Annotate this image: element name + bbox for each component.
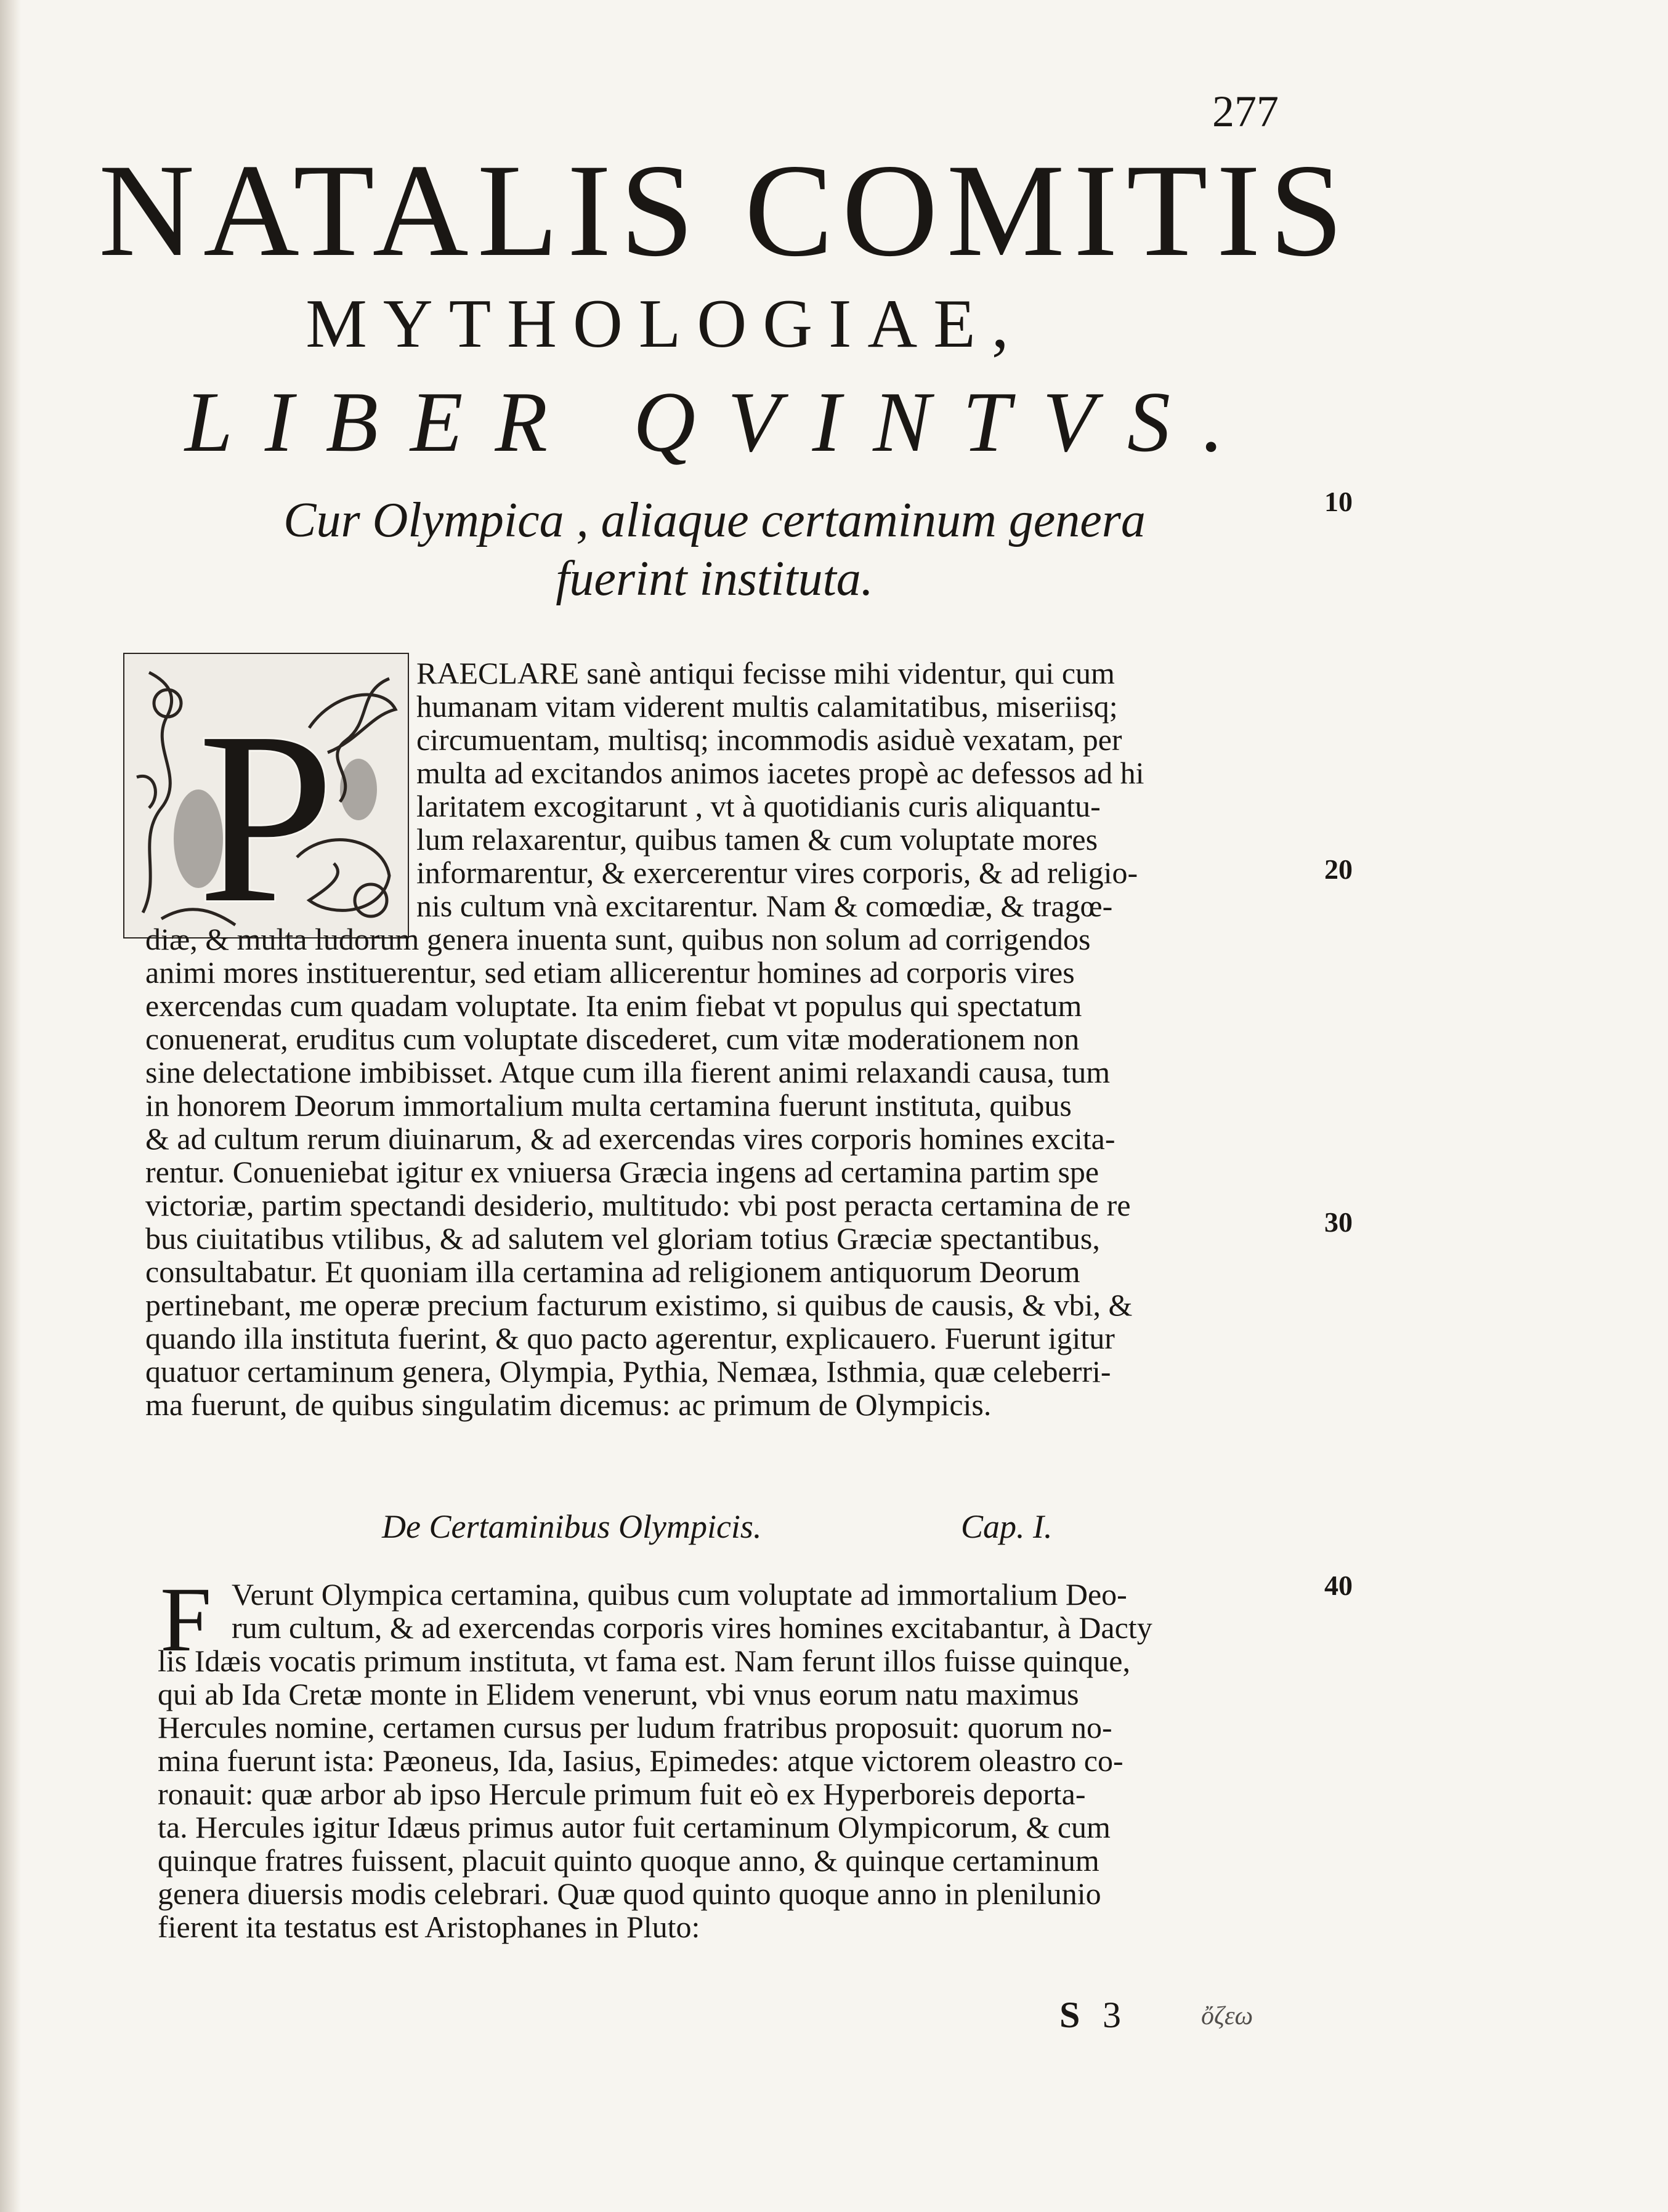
chapter-initial: F — [160, 1568, 212, 1671]
text-line: lum relaxarentur, quibus tamen & cum voluptate mores — [416, 822, 1098, 857]
text-line: genera diuersis modis celebrari. Quæ quod quinto quoque anno in plenilunio — [158, 1876, 1101, 1911]
text-line: ma fuerunt, de quibus singulatim dicemus: ac primum de Olympicis. — [145, 1387, 992, 1422]
text-line: quatuor certaminum genera, Olympia, Pythia, Nemæa, Isthmia, quæ celeberri- — [145, 1354, 1111, 1389]
catchword: ὄζεω — [1201, 2002, 1253, 2030]
title-work: MYTHOLOGIAE, — [306, 286, 1025, 362]
text-line: diæ, & multa ludorum genera inuenta sunt, quibus non solum ad corrigendos — [145, 922, 1091, 956]
text-line: Hercules nomine, certamen cursus per ludum fratribus proposuit: quorum no- — [158, 1710, 1112, 1745]
text-line: circumuentam, multisq; incommodis asiduè vexatam, per — [416, 722, 1122, 757]
text-line: laritatem excogitarunt , vt à quotidianis curis aliquantu- — [416, 789, 1101, 823]
text-line: bus ciuitatibus vtilibus, & ad salutem vel gloriam totius Græciæ spectantibus, — [145, 1221, 1100, 1256]
page-gutter-shadow — [0, 0, 21, 2212]
text-line: rum cultum, & ad exercendas corporis vires homines excitabantur, à Dacty — [232, 1610, 1152, 1645]
text-line: informarentur, & exercerentur vires corporis, & ad religio- — [416, 855, 1138, 890]
text-line: & ad cultum rerum diuinarum, & ad exercendas vires corporis homines excita- — [145, 1121, 1115, 1156]
text-line: in honorem Deorum immortalium multa certamina fuerunt instituta, quibus — [145, 1088, 1072, 1123]
signature-mark: S — [1059, 1995, 1080, 2035]
signature-number: 3 — [1103, 1995, 1121, 2035]
margin-line-number: 20 — [1324, 854, 1353, 885]
text-line: pertinebant, me operæ precium facturum existimo, si quibus de causis, & vbi, & — [145, 1288, 1133, 1322]
chapter-number: Cap. I. — [961, 1508, 1053, 1545]
text-line: conuenerat, eruditus cum voluptate discederet, cum vitæ moderationem non — [145, 1022, 1080, 1056]
text-line: RAECLARE sanè antiqui fecisse mihi videntur, qui cum — [416, 656, 1115, 690]
text-line: consultabatur. Et quoniam illa certamina ad religionem antiquorum Deorum — [145, 1254, 1080, 1289]
text-line: sine delectatione imbibisset. Atque cum illa fierent animi relaxandi causa, tum — [145, 1055, 1111, 1089]
decorated-initial-p — [123, 653, 409, 938]
text-line: rentur. Conueniebat igitur ex vniuersa Græcia ingens ad certamina partim spe — [145, 1155, 1099, 1189]
title-author: NATALIS COMITIS — [99, 137, 1352, 284]
page-number: 277 — [1212, 87, 1279, 136]
text-line: multa ad excitandos animos iacetes propè ac defessos ad hi — [416, 756, 1144, 790]
text-line: ta. Hercules igitur Idæus primus autor fuit certaminum Olympicorum, & cum — [158, 1810, 1111, 1844]
text-line: qui ab Ida Cretæ monte in Elidem venerunt, vbi vnus eorum natu maximus — [158, 1677, 1079, 1711]
subtitle-line-2: fuerint instituta. — [556, 552, 873, 606]
margin-line-number: 30 — [1324, 1206, 1353, 1238]
title-book: LIBER QVINTVS. — [185, 374, 1257, 470]
text-line: lis Idæis vocatis primum instituta, vt fama est. Nam ferunt illos fuisse quinque, — [158, 1644, 1130, 1678]
text-line: fierent ita testatus est Aristophanes in Pluto: — [158, 1910, 700, 1944]
subtitle-line-1: Cur Olympica , aliaque certaminum genera — [283, 493, 1146, 547]
text-line: animi mores instituerentur, sed etiam allicerentur homines ad corporis vires — [145, 955, 1075, 990]
text-line: ronauit: quæ arbor ab ipso Hercule primum fuit eò ex Hyperboreis deporta- — [158, 1777, 1086, 1811]
text-line: quinque fratres fuissent, placuit quinto quoque anno, & quinque certaminum — [158, 1843, 1099, 1878]
chapter-heading: De Certaminibus Olympicis. — [382, 1508, 762, 1545]
text-line: quando illa instituta fuerint, & quo pacto agerentur, explicauero. Fuerunt igitur — [145, 1321, 1115, 1355]
margin-line-number: 40 — [1324, 1570, 1353, 1601]
text-line: humanam vitam viderent multis calamitatibus, miseriisq; — [416, 689, 1118, 724]
ornament-icon — [124, 654, 408, 937]
text-line: Verunt Olympica certamina, quibus cum voluptate ad immortalium Deo- — [232, 1577, 1127, 1612]
text-line: victoriæ, partim spectandi desiderio, multitudo: vbi post peracta certamina de re — [145, 1188, 1131, 1222]
text-line: mina fuerunt ista: Pæoneus, Ida, Iasius, Epimedes: atque victorem oleastro co- — [158, 1743, 1123, 1778]
margin-line-number: 10 — [1324, 486, 1353, 517]
svg-text:P: P — [197, 681, 335, 937]
text-line: exercendas cum quadam voluptate. Ita enim fiebat vt populus qui spectatum — [145, 988, 1082, 1023]
text-line: nis cultum vnà excitarentur. Nam & comœdiæ, & tragœ- — [416, 889, 1113, 923]
